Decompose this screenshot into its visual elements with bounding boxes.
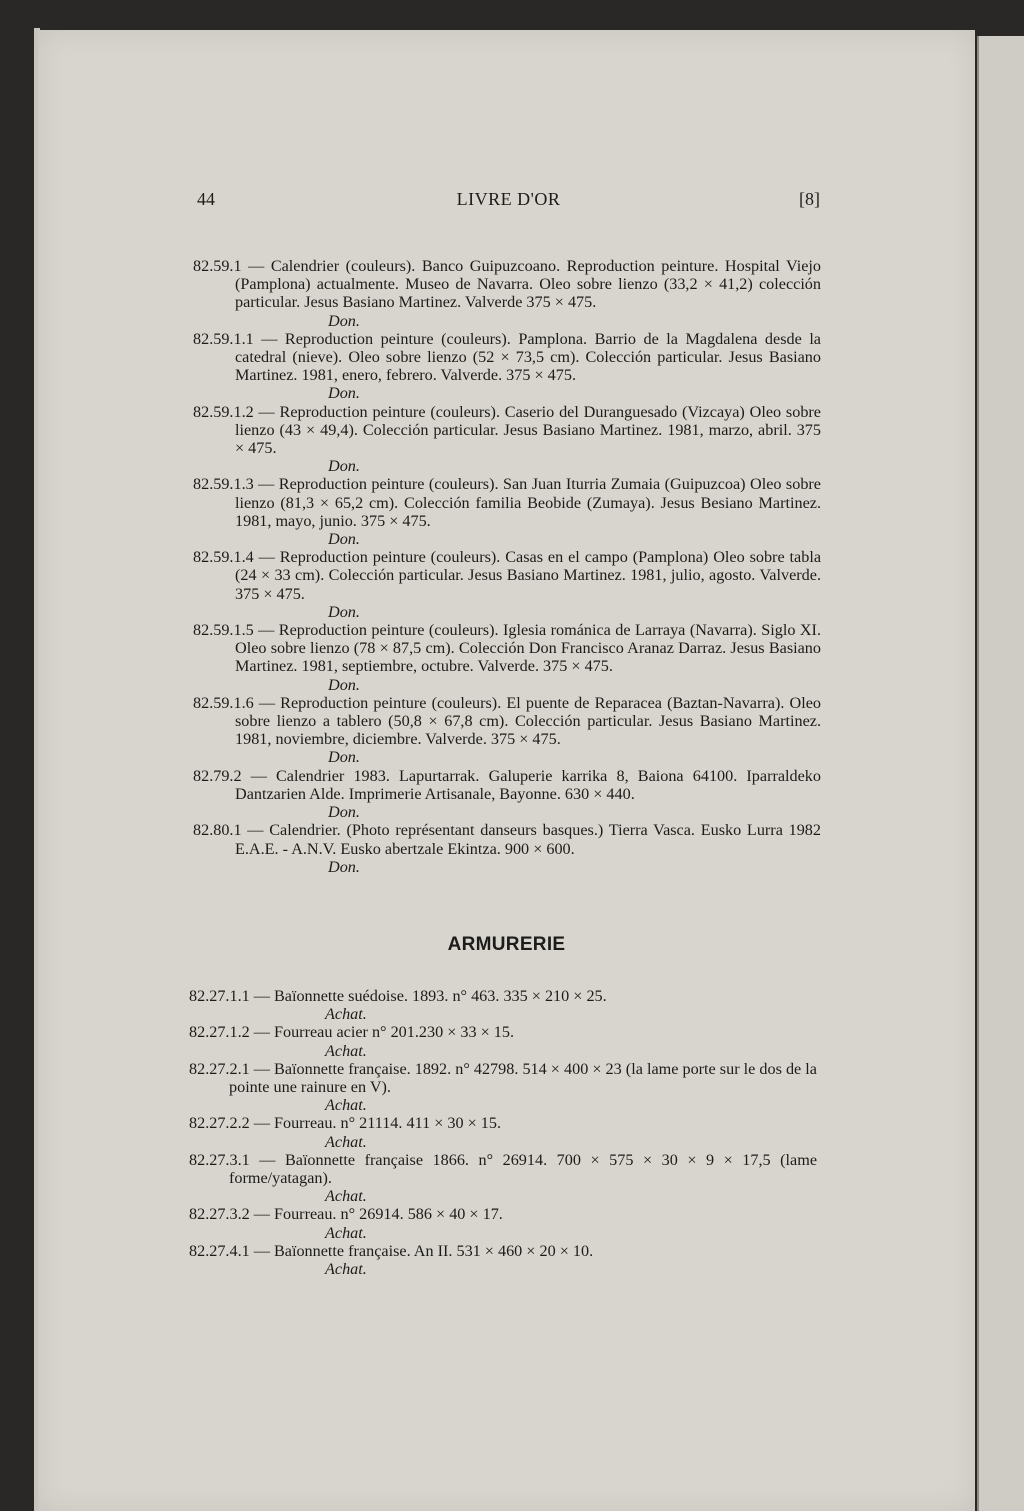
armurerie-entries xyxy=(189,987,817,1278)
acquisition-note: Don. xyxy=(328,530,360,549)
acquisition-note: Don. xyxy=(328,857,360,876)
catalog-entry: 82.59.1.1 — Reproduction peinture (couleurs). Pamplona. Barrio de la Magdalena desde la catedral (nieve). Oleo sobre lienzo (52 × 73,5 cm). Colección particular. Jesus Basiano Martinez. 1981, enero, febrero. Valverde. 375 × 475. xyxy=(193,329,821,385)
acquisition-note: Achat. xyxy=(325,1041,367,1060)
catalog-entry: 82.27.2.1 — Baïonnette française. 1892. n° 42798. 514 × 400 × 23 (la lame porte sur le dos de la pointe une rainure en V). xyxy=(189,1059,817,1097)
catalog-entry: 82.59.1.3 — Reproduction peinture (couleurs). San Juan Iturria Zumaia (Guipuzcoa) Oleo sobre lienzo (81,3 × 65,2 cm). Colección familia Beobide (Zumaya). Jesus Besiano Martinez. 1981, mayo, junio. 375 × 475. xyxy=(193,475,821,530)
acquisition-note: Achat. xyxy=(325,1223,367,1242)
catalog-entry: 82.80.1 — Calendrier. (Photo représentant danseurs basques.) Tierra Vasca. Eusko Lurra 1982 E.A.E. - A.N.V. Eusko abertzale Ekintza. 900 × 600. xyxy=(193,821,821,858)
section-heading: ARMURERIE xyxy=(447,934,566,955)
acquisition-note: Achat. xyxy=(325,1005,367,1024)
calendar-entries xyxy=(193,257,821,876)
running-header xyxy=(197,189,820,213)
acquisition-note: Achat. xyxy=(325,1260,367,1279)
section-number: [8] xyxy=(799,189,820,209)
running-title: LIVRE D'OR xyxy=(456,189,561,209)
catalog-entry: 82.59.1.4 — Reproduction peinture (couleurs). Casas en el campo (Pamplona) Oleo sobre tabla (24 × 33 cm). Colección particular. Jesus Basiano Martinez. 1981, julio, agosto. Valverde. 375 × 475. xyxy=(193,548,821,603)
acquisition-note: Don. xyxy=(328,748,360,767)
catalog-entry: 82.59.1 — Calendrier (couleurs). Banco Guipuzcoano. Reproduction peinture. Hospital Viejo (Pamplona) actualmente. Museo de Navarra. Oleo sobre lienzo (33,2 × 41,2) colección particular. Jesus Basiano Martinez. Valverde 375 × 475. xyxy=(193,257,821,312)
catalog-entry: 82.59.1.5 — Reproduction peinture (couleurs). Iglesia románica de Larraya (Navarra). Siglo XI. Oleo sobre lienzo (78 × 87,5 cm). Colección Don Francisco Aranaz Darraz. Jesus Basiano Martinez. 1981, septiembre, octubre. Valverde. 375 × 475. xyxy=(193,621,821,676)
catalog-entry: 82.27.4.1 — Baïonnette française. An II. 531 × 460 × 20 × 10. xyxy=(189,1241,594,1260)
catalog-entry: 82.27.3.1 — Baïonnette française 1866. n° 26914. 700 × 575 × 30 × 9 × 17,5 (lame forme/yatagan). xyxy=(189,1150,817,1188)
catalog-entry: 82.79.2 — Calendrier 1983. Lapurtarrak. Galuperie karrika 8, Baiona 64100. Iparraldeko Dantzarien Alde. Imprimerie Artisanale, Bayonne. 630 × 440. xyxy=(193,766,821,803)
catalog-entry: 82.27.1.1 — Baïonnette suédoise. 1893. n° 463. 335 × 210 × 25. xyxy=(189,987,607,1005)
catalog-entry: 82.59.1.6 — Reproduction peinture (couleurs). El puente de Reparacea (Baztan-Navarra). Oleo sobre lienzo a tablero (50,8 × 67,8 cm). Colección particular. Jesus Basiano Martinez. 1981, noviembre, diciembre. Valverde. 375 × 475. xyxy=(193,693,821,749)
page-number: 44 xyxy=(197,189,215,209)
acquisition-note: Achat. xyxy=(325,1132,367,1151)
acquisition-note: Achat. xyxy=(325,1096,367,1115)
catalog-entry: 82.59.1.2 — Reproduction peinture (couleurs). Caserio del Duranguesado (Vizcaya) Oleo sobre lienzo (43 × 49,4). Colección particular. Jesus Basiano Martinez. 1981, marzo, abril. 375 × 475. xyxy=(193,402,821,458)
catalog-entry: 82.27.2.2 — Fourreau. n° 21114. 411 × 30 × 15. xyxy=(189,1114,502,1133)
acquisition-note: Don. xyxy=(328,311,360,330)
acquisition-note: Achat. xyxy=(325,1187,367,1206)
adjacent-page-edge xyxy=(977,36,1024,1511)
catalog-entry: 82.27.3.2 — Fourreau. n° 26914. 586 × 40 × 17. xyxy=(189,1205,503,1224)
acquisition-note: Don. xyxy=(328,384,360,403)
acquisition-note: Don. xyxy=(328,675,360,694)
acquisition-note: Don. xyxy=(328,803,360,822)
acquisition-note: Don. xyxy=(328,457,360,476)
catalog-entry: 82.27.1.2 — Fourreau acier n° 201.230 × 33 × 15. xyxy=(189,1023,515,1042)
acquisition-note: Don. xyxy=(328,602,360,621)
